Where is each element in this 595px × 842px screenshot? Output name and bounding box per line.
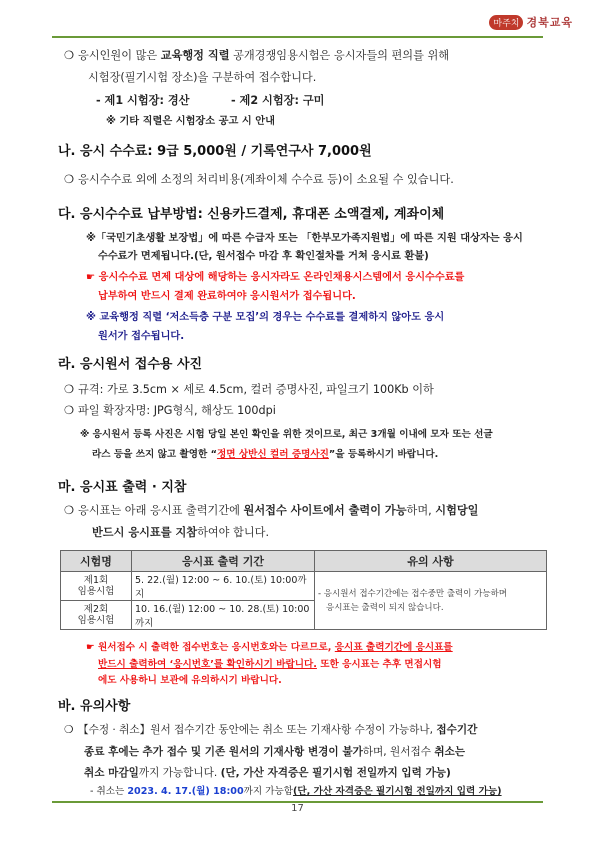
header-logo — [489, 14, 573, 30]
section-admission-title: 마. 응시표 출력 · 지참 — [58, 480, 187, 495]
section-notice-title: 바. 유의사항 — [58, 699, 131, 714]
table-header-period: 응시표 출력 기간 — [132, 551, 315, 572]
notice-line-3: 취소 마감일까지 가능합니다. (단, 가산 자격증은 필기시험 전일까지 입력 가능) — [84, 767, 451, 779]
notice-line-2: 종료 후에는 추가 접수 및 기존 원서의 기재사항 변경이 불가하며, 원서접수 취소는 — [84, 746, 466, 758]
admission-line-1: ❍ 응시표는 아래 응시표 출력기간에 원서접수 사이트에서 출력이 가능하며, 시험당일 — [64, 504, 479, 517]
payment-note-1b: 수수료가 면제됩니다.(단, 원서접수 마감 후 확인절차를 거쳐 응시료 환불) — [98, 251, 429, 262]
paragraph-exam-sites-1: ❍ 응시인원이 많은 교육행정 직렬 공개경쟁임용시험은 응시자들의 편의를 위해 — [64, 49, 450, 62]
notice-line-4: - 취소는 2023. 4. 17.(월) 18:00까지 가능함(단, 가산 자격증은 필기시험 전일까지 입력 가능) — [90, 786, 502, 797]
payment-note-3b: 원서가 접수됩니다. — [98, 331, 185, 342]
period-cell: 5. 22.(월) 12:00 ~ 6. 10.(토) 10:00까지 — [132, 572, 315, 601]
photo-format-line: ❍ 파일 확장자명: JPG형식, 해상도 100dpi — [64, 404, 276, 417]
bullet-icon: ❍ — [64, 724, 74, 736]
warning-line-3: 에도 사용하니 보관에 유의하시기 바랍니다. — [98, 675, 282, 686]
photo-note-1: ※ 응시원서 등록 사진은 시험 당일 본인 확인을 위한 것이므로, 최근 3개월 이내에 모자 또는 선글 — [80, 429, 493, 440]
payment-note-3a: ※ 교육행정 직렬 ‘저소득층 구분 모집’의 경우는 수수료를 결제하지 않아도 응시 — [86, 312, 445, 323]
logo-name: 경북교육 — [526, 16, 573, 29]
bullet-icon: ❍ — [64, 173, 75, 186]
section-photo-title: 라. 응시원서 접수용 사진 — [58, 357, 203, 372]
exam-name-cell: 제2회 임용시험 — [61, 601, 132, 630]
logo-mark: 마주치 — [489, 15, 523, 30]
table-header-exam: 시험명 — [61, 551, 132, 572]
payment-warning-a: ☛ 응시수수료 면제 대상에 해당하는 응시자라도 온라인채용시스템에서 응시수수료를 — [86, 272, 465, 283]
table-notes-cell: - 응시원서 접수기간에는 접수중만 출력이 가능하며 응시표는 출력이 되지 않습니다. — [315, 572, 547, 630]
bullet-icon: ❍ — [64, 504, 75, 517]
photo-spec-line: ❍ 규격: 가로 3.5cm × 세로 4.5cm, 컬러 증명사진, 파일크기 100Kb 이하 — [64, 383, 434, 396]
exam-site-2: - 제2 시험장: 구미 — [231, 94, 325, 107]
other-positions-note: ※ 기타 직렬은 시험장소 공고 시 안내 — [106, 116, 275, 127]
warning-line-1: ☛ 원서접수 시 출력한 접수번호는 응시번호와는 다르므로, 응시표 출력기간에 응시표를 — [86, 642, 453, 653]
payment-warning-b: 납부하여 반드시 결제 완료하여야 응시원서가 접수됩니다. — [98, 291, 356, 302]
table-row — [61, 572, 547, 601]
bullet-icon: ❍ — [64, 383, 75, 396]
exam-site-1: - 제1 시험장: 경산 — [96, 94, 190, 107]
warning-line-2: 반드시 출력하여 ‘응시번호’를 확인하시기 바랍니다. 또한 응시표는 추후 면접시험 — [98, 659, 442, 670]
bullet-icon: ❍ — [64, 404, 75, 417]
bullet-icon: ❍ — [64, 49, 75, 62]
photo-note-2: 라스 등을 쓰지 않고 촬영한 “정면 상반신 컬러 증명사진”을 등록하시기 바랍니다. — [92, 449, 439, 460]
notice-line-1: ❍ 【수정 · 취소】원서 접수기간 동안에는 취소 또는 기재사항 수정이 가능하나, 접수기간 — [64, 724, 478, 736]
section-fee-line: ❍ 응시수수료 외에 소정의 처리비용(계좌이체 수수료 등)이 소요될 수 있습니다. — [64, 173, 454, 186]
table-header-notes: 유의 사항 — [315, 551, 547, 572]
admission-line-2: 반드시 응시표를 지참하여야 합니다. — [92, 526, 270, 539]
paragraph-exam-sites-2: 시험장(필기시험 장소)을 구분하여 접수합니다. — [88, 71, 317, 84]
exam-name-cell: 제1회 임용시험 — [61, 572, 132, 601]
period-cell: 10. 16.(월) 12:00 ~ 10. 28.(토) 10:00까지 — [132, 601, 315, 630]
page-number: 17 — [291, 803, 304, 814]
payment-note-1a: ※「국민기초생활 보장법」에 따른 수급자 또는 「한부모가족지원법」에 따른 지원 대상자는 응시 — [86, 233, 523, 244]
section-fee-title: 나. 응시 수수료: 9급 5,000원 / 기록연구사 7,000원 — [58, 144, 372, 159]
section-payment-title: 다. 응시수수료 납부방법: 신용카드결제, 휴대폰 소액결제, 계좌이체 — [58, 207, 445, 222]
admission-period-table — [60, 550, 547, 630]
header-rule — [52, 36, 543, 38]
